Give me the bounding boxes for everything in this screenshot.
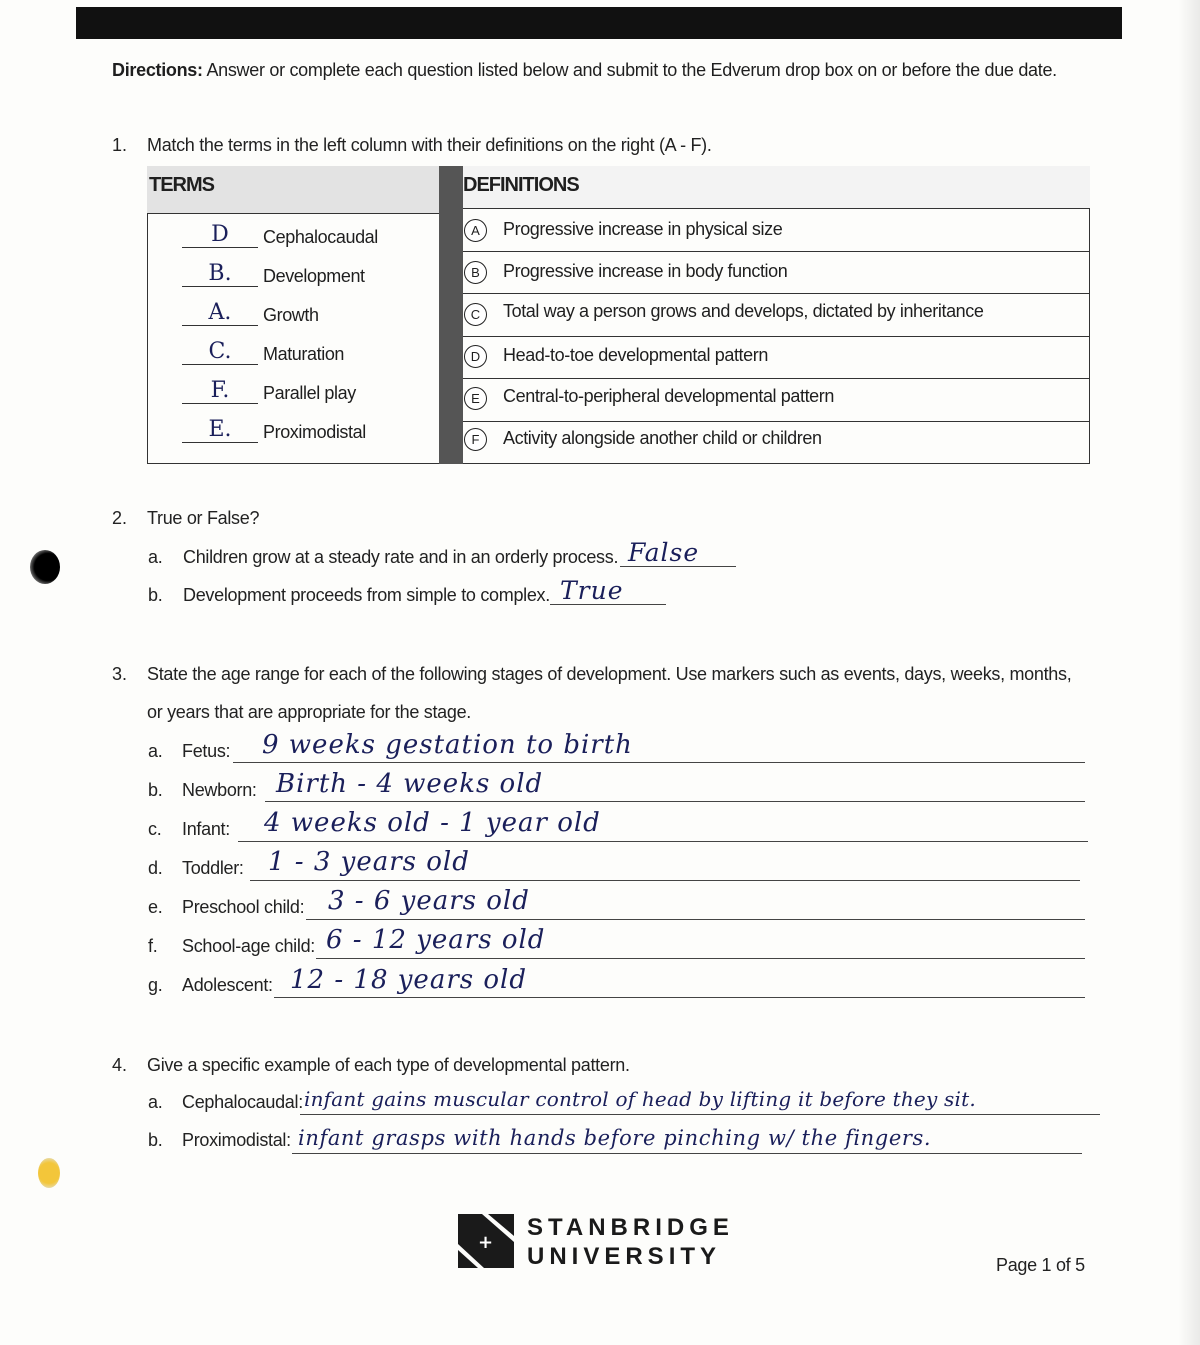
- item-letter: a.: [148, 1092, 163, 1112]
- table-divider: [439, 166, 463, 464]
- pattern-label: Cephalocaudal:: [182, 1092, 303, 1112]
- definition-letter: E: [464, 387, 487, 410]
- answer-line: [233, 762, 1085, 763]
- term-answer[interactable]: D: [182, 223, 258, 248]
- directions-label: Directions:: [112, 60, 203, 80]
- tf-answer[interactable]: True: [560, 576, 624, 605]
- q2-prompt: True or False?: [147, 508, 260, 528]
- term-answer[interactable]: A.: [182, 301, 258, 326]
- stage-label: Infant:: [182, 819, 230, 839]
- answer-line: [265, 801, 1085, 802]
- stage-label: Preschool child:: [182, 897, 305, 917]
- directions: [112, 60, 1057, 81]
- q1-prompt: Match the terms in the left column with their definitions on the right (A - F).: [147, 135, 712, 155]
- definition-letter: F: [464, 428, 487, 451]
- item-letter: f.: [148, 936, 158, 956]
- term-label: Proximodistal: [263, 422, 366, 442]
- definition-letter: C: [464, 303, 487, 326]
- stage-answer[interactable]: 6 - 12 years old: [326, 925, 546, 955]
- q3-prompt-line2: or years that are appropriate for the stage.: [147, 702, 471, 722]
- item-letter: b.: [148, 1130, 163, 1150]
- university-logo-icon: [458, 1212, 514, 1270]
- definition-text: Head-to-toe developmental pattern: [503, 345, 768, 365]
- definition-letter: B: [464, 261, 487, 284]
- term-label: Development: [263, 266, 365, 286]
- pattern-label: Proximodistal:: [182, 1130, 291, 1150]
- q4-number: 4.: [112, 1055, 128, 1075]
- stage-answer[interactable]: 9 weeks gestation to birth: [262, 730, 633, 760]
- answer-line: [316, 958, 1085, 959]
- logo-line2: UNIVERSITY: [527, 1243, 722, 1270]
- item-letter: g.: [148, 975, 163, 995]
- item-letter: c.: [148, 819, 162, 839]
- q4-prompt: Give a specific example of each type of developmental pattern.: [147, 1055, 630, 1075]
- item-letter: b.: [148, 780, 163, 800]
- stage-answer[interactable]: Birth - 4 weeks old: [276, 769, 544, 799]
- definition-letter: A: [464, 219, 487, 242]
- definition-text: Activity alongside another child or children: [503, 428, 822, 448]
- row-divider: [463, 251, 1090, 252]
- q2-number: 2.: [112, 508, 128, 528]
- svg-text:+: +: [478, 1232, 494, 1253]
- page-number: Page 1 of 5: [996, 1255, 1085, 1275]
- term-answer[interactable]: B.: [182, 262, 258, 287]
- stage-label: Adolescent:: [182, 975, 273, 995]
- item-text: Development proceeds from simple to complex.: [183, 585, 550, 605]
- row-divider: [463, 378, 1090, 379]
- term-answer[interactable]: E.: [182, 418, 258, 443]
- answer-line: [250, 880, 1080, 881]
- stage-answer[interactable]: 12 - 18 years old: [290, 965, 527, 995]
- term-label: Parallel play: [263, 383, 356, 403]
- terms-header: TERMS: [147, 166, 439, 214]
- tf-answer[interactable]: False: [628, 538, 700, 567]
- stage-label: School-age child:: [182, 936, 315, 956]
- page-shadow: [1178, 0, 1200, 1345]
- q3-number: 3.: [112, 664, 128, 684]
- row-divider: [463, 421, 1090, 422]
- term-answer[interactable]: F.: [182, 379, 258, 404]
- pattern-answer[interactable]: infant gains muscular control of head by lifting it before they sit.: [304, 1087, 976, 1111]
- term-label: Growth: [263, 305, 319, 325]
- row-divider: [463, 293, 1090, 294]
- item-letter: a.: [148, 741, 163, 761]
- directions-text: Answer or complete each question listed below and submit to the Edverum drop box on or before the due date.: [206, 60, 1057, 80]
- punch-hole: [38, 1158, 60, 1188]
- pattern-answer[interactable]: infant grasps with hands before pinching w/ the fingers.: [298, 1126, 932, 1150]
- logo-line1: STANBRIDGE: [527, 1214, 734, 1241]
- answer-line: [306, 919, 1085, 920]
- punch-hole: [30, 550, 60, 584]
- item-letter: a.: [148, 547, 163, 567]
- definition-text: Progressive increase in body function: [503, 261, 788, 281]
- term-answer[interactable]: C.: [182, 340, 258, 365]
- header-bar: [76, 7, 1122, 39]
- definition-letter: D: [464, 345, 487, 368]
- answer-line: [300, 1114, 1100, 1115]
- stage-answer[interactable]: 3 - 6 years old: [328, 886, 530, 916]
- answer-line: [238, 841, 1088, 842]
- answer-line: [274, 997, 1085, 998]
- definition-text: Central-to-peripheral developmental pattern: [503, 386, 834, 406]
- item-letter: b.: [148, 585, 163, 605]
- item-letter: d.: [148, 858, 163, 878]
- definitions-header: DEFINITIONS: [463, 166, 1090, 209]
- q1-number: 1.: [112, 135, 128, 155]
- stage-label: Toddler:: [182, 858, 244, 878]
- stage-answer[interactable]: 4 weeks old - 1 year old: [264, 808, 601, 838]
- term-label: Maturation: [263, 344, 345, 364]
- stage-answer[interactable]: 1 - 3 years old: [268, 847, 470, 877]
- stage-label: Newborn:: [182, 780, 257, 800]
- term-label: Cephalocaudal: [263, 227, 378, 247]
- answer-line: [292, 1153, 1082, 1154]
- q3-prompt-line1: State the age range for each of the following stages of development. Use markers such as events, days, weeks, months,: [147, 664, 1072, 684]
- row-divider: [463, 336, 1090, 337]
- stage-label: Fetus:: [182, 741, 231, 761]
- item-text: Children grow at a steady rate and in an orderly process.: [183, 547, 619, 567]
- definition-text: Progressive increase in physical size: [503, 219, 783, 239]
- definition-text: Total way a person grows and develops, dictated by inheritance: [503, 301, 984, 321]
- item-letter: e.: [148, 897, 163, 917]
